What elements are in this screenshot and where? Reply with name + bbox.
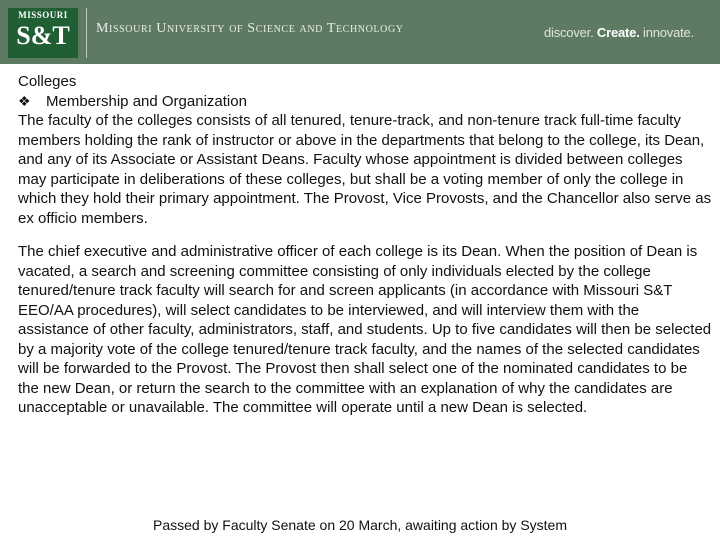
tagline xyxy=(544,25,694,40)
tagline-discover: discover. xyxy=(543,25,594,40)
bullet-text: Membership and Organization xyxy=(46,92,247,110)
bullet-item xyxy=(18,92,712,112)
slide-content xyxy=(18,72,712,418)
section-heading: Colleges xyxy=(18,73,77,90)
header-divider xyxy=(86,8,87,58)
paragraph-dean: The chief executive and administrative officer of each college is its Dean. When the position of Dean is vacated, a search and screening committee consisting of only individuals elected by the college tenured/tenure track faculty will search for and screen applicants (in accordance with Missouri S&T EEO/AA procedures), will select candidates to be interviewed, and will interview them with the assistance of other faculty, administrators, staff, and students. Up to five candidates will then be selected by a majority vote of the college tenured/tenure track faculty, and the names of the selected candidates will be forwarded to the Provost. The Provost then shall select one of the nominated candidates to be the new Dean, or return the search to the committee with an explanation of why the candidates are unacceptable or unavailable. The committee will operate until a new Dean is selected. xyxy=(18,243,712,416)
logo-main-text: S&T xyxy=(16,21,70,50)
tagline-create: Create. xyxy=(596,25,640,40)
paragraph-membership: The faculty of the colleges consists of all tenured, tenure-track, and non-tenure track full-time faculty members holding the rank of instructor or above in the departments that belong to the college, its Dean, and any of its Associate or Assistant Deans. Faculty whose appointment is divided between colleges may participate in deliberations of these colleges, but shall be a voting member of only the college in which they hold their primary appointment. The Provost, Vice Provosts, and the Chancellor also serve as ex officio members. xyxy=(18,112,712,227)
university-logo xyxy=(8,8,78,58)
header-banner xyxy=(0,0,720,64)
footer-note: Passed by Faculty Senate on 20 March, awaiting action by System xyxy=(153,517,567,533)
university-name: Missouri University of Science and Technology xyxy=(96,21,404,36)
logo-top-text: MISSOURI xyxy=(18,10,68,20)
tagline-innovate: innovate. xyxy=(643,25,694,40)
diamond-bullet-icon: ❖ xyxy=(18,92,31,109)
